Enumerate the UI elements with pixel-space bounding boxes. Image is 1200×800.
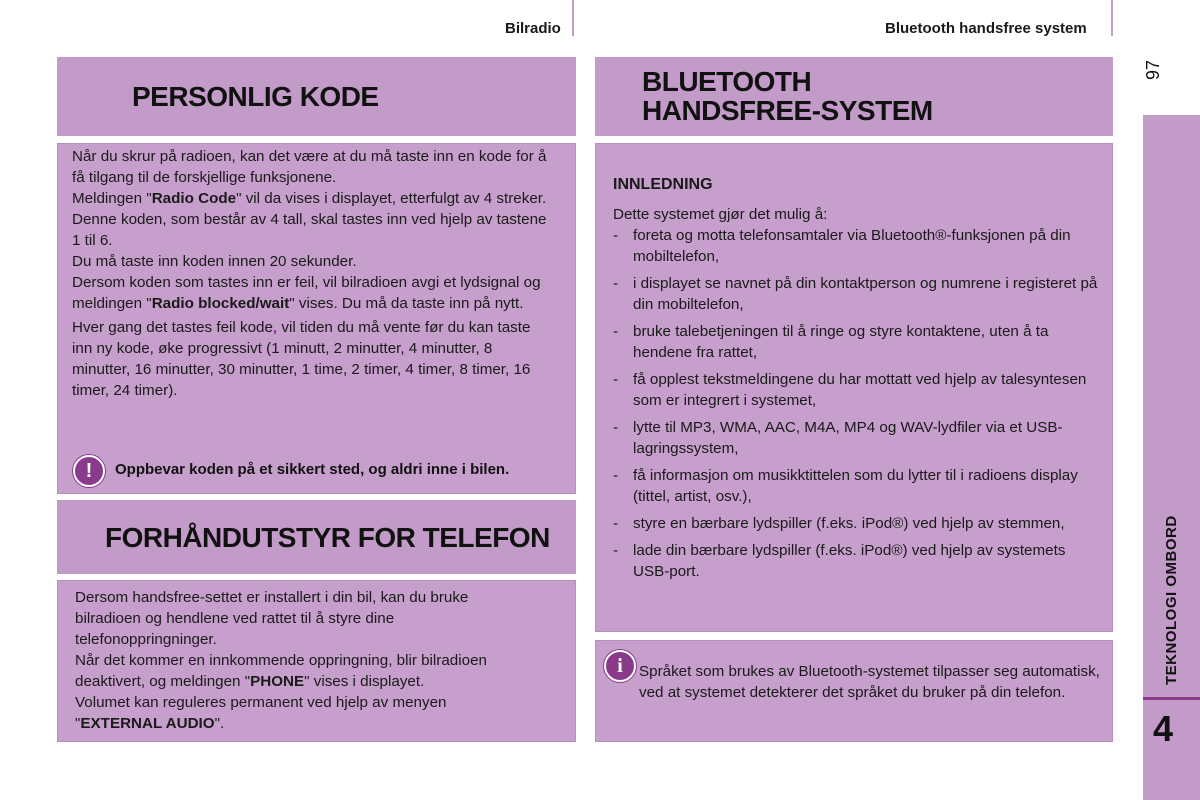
forhandutstyr-title-panel <box>57 500 576 574</box>
bluetooth-feature-list <box>613 225 1098 588</box>
forhandutstyr-p3: Volumet kan reguleres permanent ved hjelp av menyen "EXTERNAL AUDIO". <box>75 694 447 732</box>
bluetooth-title-panel <box>595 57 1113 136</box>
list-item-text: få informasjon om musikktittelen som du lytter til i radioens display (tittel, artist, osv.), <box>633 467 1078 505</box>
personlig-kode-p4: Du må taste inn koden innen 20 sekunder. <box>72 253 357 270</box>
info-text: Språket som brukes av Bluetooth-systemet tilpasser seg automatisk, ved at systemet detekterer det språket du bruker på din telefon. <box>639 663 1100 701</box>
list-item-text: lytte til MP3, WMA, AAC, M4A, MP4 og WAV-lydfiler via et USB-lagringssystem, <box>633 419 1063 457</box>
info-icon: i <box>604 650 636 682</box>
page-number: 97 <box>1143 59 1163 80</box>
personlig-kode-p3: Denne koden, som består av 4 tall, skal tastes inn ved hjelp av tastene 1 til 6. <box>72 211 547 249</box>
bluetooth-title-line2: HANDSFREE-SYSTEM <box>642 95 933 126</box>
list-dash: - <box>613 542 619 559</box>
warning-icon: ! <box>73 455 105 487</box>
forhandutstyr-p1: Dersom handsfree-settet er installert i din bil, kan du bruke bilradioen og hendlene ved rattet til å styre dine telefonoppringninger. <box>75 589 469 648</box>
chapter-divider <box>1143 697 1200 700</box>
list-dash: - <box>613 371 619 388</box>
list-item <box>613 465 1098 507</box>
chapter-number: 4 <box>1153 708 1174 749</box>
forhandutstyr-body-panel <box>57 580 576 742</box>
personlig-kode-p6: Hver gang det tastes feil kode, vil tiden du må vente før du kan taste inn ny kode, øke progressivt (1 minutt, 2 minutter, 4 minutter, 8 minutter, 16 minutter, 30 minutter, 1 time, 2 timer, 4 timer, 8 timer, 16 timer, 24 timer). <box>72 319 531 399</box>
header-section-right: Bluetooth handsfree system <box>885 20 1087 37</box>
innledning-intro: Dette systemet gjør det mulig å: <box>613 206 828 223</box>
list-item <box>613 417 1098 459</box>
bluetooth-title-line1: BLUETOOTH <box>642 66 812 97</box>
list-item-text: lade din bærbare lydspiller (f.eks. iPod®) ved hjelp av systemets USB-port. <box>633 542 1066 580</box>
innledning-subtitle: INNLEDNING <box>613 176 713 193</box>
personlig-kode-body-panel <box>57 143 576 494</box>
list-item <box>613 369 1098 411</box>
list-dash: - <box>613 515 619 532</box>
bluetooth-title <box>642 67 933 125</box>
list-item-text: i displayet se navnet på din kontaktperson og numrene i registeret på din mobiltelefon, <box>633 275 1098 313</box>
list-dash: - <box>613 323 619 340</box>
header-section-left: Bilradio <box>505 20 561 37</box>
list-dash: - <box>613 275 619 292</box>
personlig-kode-p2: Meldingen "Radio Code" vil da vises i displayet, etterfulgt av 4 streker. <box>72 190 547 207</box>
info-panel <box>595 640 1113 742</box>
forhandutstyr-title: FORHÅNDUTSTYR FOR TELEFON <box>105 522 550 553</box>
header-divider-right <box>1111 0 1113 36</box>
bluetooth-body-panel <box>595 143 1113 632</box>
list-item <box>613 513 1098 534</box>
list-dash: - <box>613 227 619 244</box>
chapter-side-label: TEKNOLOGI OMBORD <box>1163 515 1180 685</box>
personlig-kode-body <box>72 146 552 401</box>
personlig-kode-title: PERSONLIG KODE <box>132 81 379 112</box>
list-item <box>613 540 1098 582</box>
personlig-kode-p5: Dersom koden som tastes inn er feil, vil bilradioen avgi et lydsignal og meldingen "Radio blocked/wait" vises. Du må da taste inn på nytt. <box>72 274 541 312</box>
list-item-text: få opplest tekstmeldingene du har mottatt ved hjelp av talesyntesen som er integrert i systemet, <box>633 371 1087 409</box>
warning-text: Oppbevar koden på et sikkert sted, og aldri inne i bilen. <box>115 461 510 478</box>
list-item-text: bruke talebetjeningen til å ringe og styre kontaktene, uten å ta hendene fra rattet, <box>633 323 1049 361</box>
header-divider-left <box>572 0 574 36</box>
list-item <box>613 225 1098 267</box>
list-item <box>613 273 1098 315</box>
forhandutstyr-p2: Når det kommer en innkommende oppringning, blir bilradioen deaktivert, og meldingen "PHONE" vises i displayet. <box>75 652 487 690</box>
forhandutstyr-body <box>75 587 525 734</box>
list-item-text: foreta og motta telefonsamtaler via Bluetooth®-funksjonen på din mobiltelefon, <box>633 227 1071 265</box>
personlig-kode-p1: Når du skrur på radioen, kan det være at du må taste inn en kode for å få tilgang til de forskjellige funksjonene. <box>72 148 547 186</box>
list-dash: - <box>613 467 619 484</box>
list-item-text: styre en bærbare lydspiller (f.eks. iPod®) ved hjelp av stemmen, <box>633 515 1065 532</box>
list-dash: - <box>613 419 619 436</box>
personlig-kode-title-panel <box>57 57 576 136</box>
list-item <box>613 321 1098 363</box>
